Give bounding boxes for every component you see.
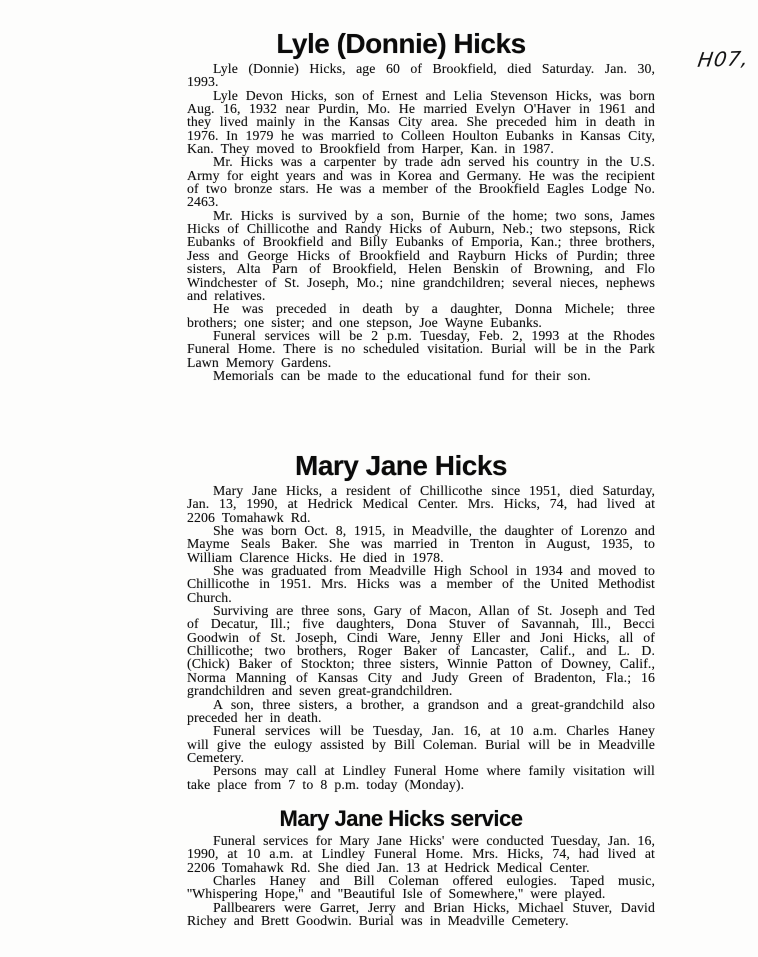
obituary-paragraph: Funeral services for Mary Jane Hicks' were conducted Tuesday, Jan. 16, 1990, at 10 a.m. at Lindley Funeral Home. Mrs. Hicks, 74, had lived at 2206 Tomahawk Rd. She died Jan. 13 at Hedrick Medical Center. (187, 833, 655, 875)
obituary-paragraph: Surviving are three sons, Gary of Macon, Allan of St. Joseph and Ted of Decatur, Ill.; five daughters, Dona Stuver of Savannah, Ill., Becci Goodwin of St. Joseph, Cindi Ware, Jenny Eller and Joni Hicks, all of Chillicothe; two brothers, Roger Baker of Lancaster, Calif., and L. D. (Chick) Baker of Stockton; three sisters, Winnie Patton of Downey, Calif., Norma Manning of Kansas City and Judy Green of Bradenton, Fla.; 16 grandchildren and seven great-grandchildren. (187, 603, 655, 699)
obituary-paragraph: A son, three sisters, a brother, a grandson and a great-grandchild also preceded her in death. (187, 696, 655, 725)
obituary-paragraph: Funeral services will be Tuesday, Jan. 16, at 10 a.m. Charles Haney will give the eulogy assisted by Bill Coleman. Burial will be in Meadville Cemetery. (187, 723, 655, 765)
obituary-paragraph: Charles Haney and Bill Coleman offered eulogies. Taped music, ''Whispering Hope,'' and ''Beautiful Isle of Somewhere,'' were played. (187, 873, 655, 902)
obituary-title: Mary Jane Hicks service (279, 806, 523, 831)
obituary-paragraph: Lyle (Donnie) Hicks, age 60 of Brookfield, died Saturday. Jan. 30, 1993. (187, 61, 655, 90)
obituary-paragraph: Memorials can be made to the educational fund for their son. (213, 367, 591, 383)
obituary-mary-jane-hicks-service (187, 807, 655, 927)
obituary-paragraph: Lyle Devon Hicks, son of Ernest and Lelia Stevenson Hicks, was born Aug. 16, 1932 near Purdin, Mo. He married Evelyn O'Haver in 1961 and they lived mainly in the Kansas City area. She preceded him in death in 1976. In 1979 he was married to Colleen Houlton Eubanks in Kansas City, Kan. They moved to Brookfield from Harper, Kan. in 1987. (187, 87, 655, 157)
obituary-paragraph: Persons may call at Lindley Funeral Home where family visitation will take place from 7 to 8 p.m. today (Monday). (187, 763, 655, 792)
obituary-title: Mary Jane Hicks (295, 450, 507, 481)
obituary-paragraph: Mr. Hicks is survived by a son, Burnie of the home; two sons, James Hicks of Chillicothe and Randy Hicks of Auburn, Neb.; two stepsons, Rick Eubanks of Brookfield and Billy Eubanks of Emporia, Kan.; three brothers, Jess and George Hicks of Brookfield and Rayburn Hicks of Purdin; three sisters, Alta Parn of Brookfield, Helen Benskin of Browning, and Flo Windchester of St. Joseph, Mo.; nine grandchildren; several nieces, nephews and relatives. (187, 207, 655, 303)
obituary-paragraph: Funeral services will be 2 p.m. Tuesday, Feb. 2, 1993 at the Rhodes Funeral Home. There is no scheduled visitation. Burial will be in the Park Lawn Memory Gardens. (187, 327, 655, 370)
obituary-paragraph: Mr. Hicks was a carpenter by trade adn served his country in the U.S. Army for eight years and was in Korea and Germany. He was the recipient of two bronze stars. He was a member of the Brookfield Eagles Lodge No. 2463. (187, 154, 655, 210)
obituary-paragraph: Mary Jane Hicks, a resident of Chillicothe since 1951, died Saturday, Jan. 13, 1990, at Hedrick Medical Center. Mrs. Hicks, 74, had lived at 2206 Tomahawk Rd. (187, 483, 655, 525)
obituary-paragraph: She was born Oct. 8, 1915, in Meadville, the daughter of Lorenzo and Mayme Seals Baker. She was married in Trenton in August, 1935, to William Clarence Hicks. He died in 1978. (187, 523, 655, 565)
obituary-title: Lyle (Donnie) Hicks (276, 28, 526, 59)
obituary-paragraph: She was graduated from Meadville High School in 1934 and moved to Chillicothe in 1951. Mrs. Hicks was a member of the United Methodist Church. (187, 563, 655, 605)
obituary-lyle-donnie-hicks (187, 30, 655, 382)
handwritten-code: H07, (696, 46, 751, 72)
obituary-paragraph: Pallbearers were Garret, Jerry and Brian Hicks, Michael Stuver, David Richey and Brett Goodwin. Burial was in Meadville Cemetery. (187, 899, 655, 929)
obituary-mary-jane-hicks (187, 452, 655, 791)
obituary-paragraph: He was preceded in death by a daughter, Donna Michele; three brothers; one sister; and one stepson, Joe Wayne Eubanks. (187, 301, 655, 330)
